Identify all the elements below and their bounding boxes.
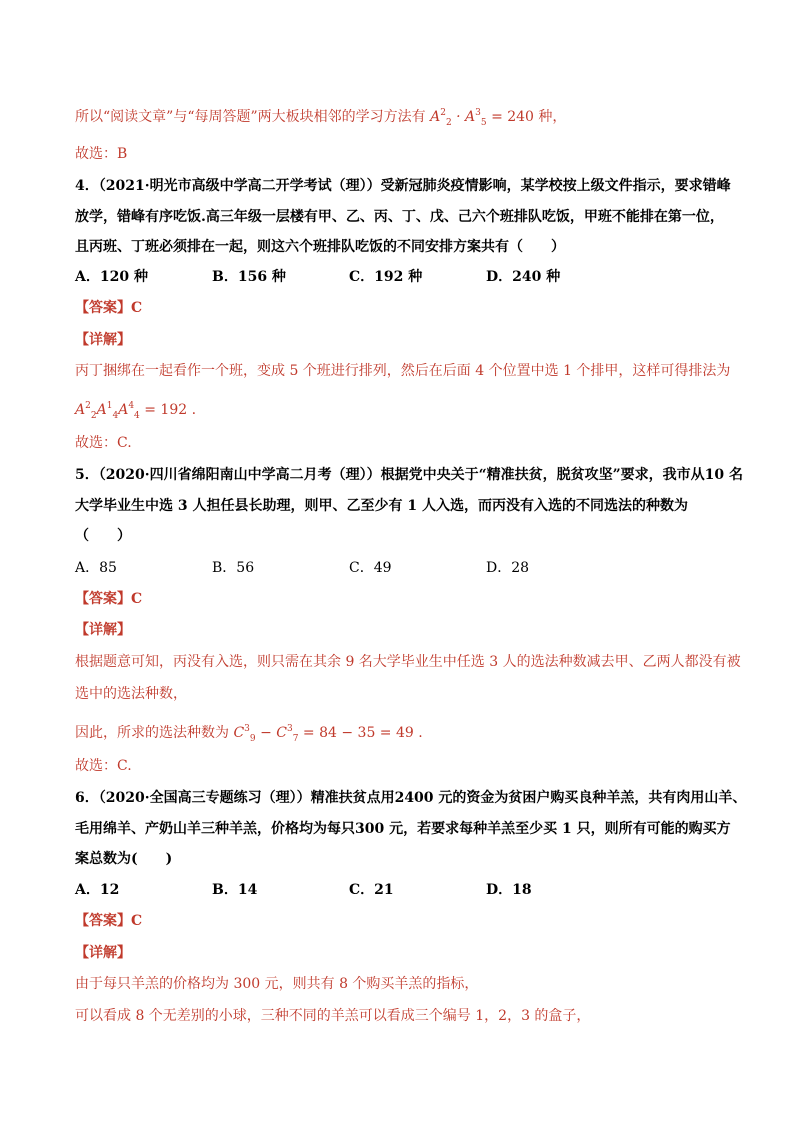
- q4-answer: 【答案】C: [75, 300, 143, 316]
- q5-choice: 故选：C.: [75, 758, 132, 774]
- q5-line-3: （ ）: [75, 528, 131, 544]
- q6-detail-tag: 【详解】: [75, 945, 131, 961]
- q5-detail-1: 根据题意可知，丙没有入选，则只需在其余 9 名大学毕业生中任选 3 人的选法种数减去甲、乙两人都没有被: [75, 654, 741, 670]
- q6-line-1: 6．（2020·全国高三专题练习（理））精准扶贫点用2400 元的资金为贫困户购买良种羊羔，共有肉用山羊、: [75, 790, 747, 806]
- q6-option-c: C．21: [349, 882, 394, 898]
- q5-line-1: 5．（2020·四川省绵阳南山中学高二月考（理））根据党中央关于“精准扶贫，脱贫攻坚”要求，我市从10 名: [75, 467, 744, 483]
- q5-answer: 【答案】C: [75, 591, 143, 607]
- q6-option-a: A．12: [75, 882, 120, 898]
- intro-formula-result: = 240: [491, 109, 534, 125]
- q6-option-b: B．14: [212, 882, 258, 898]
- q4-detail-tag: 【详解】: [75, 332, 131, 348]
- q5-formula-result: = 84 − 35 = 49 .: [302, 725, 423, 741]
- q5-formula: $C^3_9 - C^3_7$: [233, 724, 299, 744]
- q4-line-3: 且丙班、丁班必须排在一起，则这六个班排队吃饭的不同安排方案共有（ ）: [75, 239, 565, 255]
- q5-detail-3: [75, 720, 423, 748]
- q4-formula: $A^2_2A^1_4A^4_4$: [75, 401, 140, 421]
- intro-line: [75, 104, 566, 132]
- intro-choice: 故选：B: [75, 146, 128, 162]
- q4-formula-result: = 192 .: [144, 402, 197, 418]
- intro-text-pre: 所以“阅读文章”与“每周答题”两大板块相邻的学习方法有: [75, 109, 431, 125]
- q6-answer: 【答案】C: [75, 913, 143, 929]
- q4-choice: 故选：C.: [75, 435, 132, 451]
- q4-line-2: 放学，错峰有序吃饭.高三年级一层楼有甲、乙、丙、丁、戊、己六个班排队吃饭，甲班不能排在第一位，: [75, 209, 724, 225]
- q4-detail-formula: [75, 397, 196, 425]
- q6-option-d: D．18: [486, 882, 532, 898]
- q5-option-c: C．49: [349, 560, 392, 576]
- q6-detail-2: 可以看成 8 个无差别的小球，三种不同的羊羔可以看成三个编号 1，2，3 的盒子，: [75, 1008, 591, 1024]
- q4-option-d: D．240 种: [486, 269, 561, 285]
- q5-detail-3-pre: 因此，所求的选法种数为: [75, 725, 234, 741]
- q6-detail-1: 由于每只羊羔的价格均为 300 元，则共有 8 个购买羊羔的指标，: [75, 976, 479, 992]
- q5-detail-tag: 【详解】: [75, 622, 131, 638]
- q4-option-c: C．192 种: [349, 269, 423, 285]
- q4-option-b: B．156 种: [212, 269, 286, 285]
- q5-option-d: D．28: [486, 560, 530, 576]
- q5-option-a: A．85: [75, 560, 117, 576]
- intro-formula: $A^2_2 \cdot A^3_5$: [430, 108, 487, 128]
- intro-text-post: 种，: [533, 109, 567, 125]
- q5-detail-2: 选中的选法种数，: [75, 686, 187, 702]
- q5-option-b: B．56: [212, 560, 255, 576]
- q4-line-1: 4．（2021·明光市高级中学高二开学考试（理））受新冠肺炎疫情影响，某学校按上级文件指示，要求错峰: [75, 178, 731, 194]
- q5-line-2: 大学毕业生中选 3 人担任县长助理，则甲、乙至少有 1 人入选，而丙没有入选的不同选法的种数为: [75, 498, 688, 514]
- q6-line-3: 案总数为( ): [75, 851, 173, 867]
- q4-option-a: A．120 种: [75, 269, 148, 285]
- q6-line-2: 毛用绵羊、产奶山羊三种羊羔，价格均为每只300 元，若要求每种羊羔至少买 1 只，则所有可能的购买方: [75, 821, 731, 837]
- q4-detail-1: 丙丁捆绑在一起看作一个班，变成 5 个班进行排列，然后在后面 4 个位置中选 1 个排甲，这样可得排法为: [75, 363, 731, 379]
